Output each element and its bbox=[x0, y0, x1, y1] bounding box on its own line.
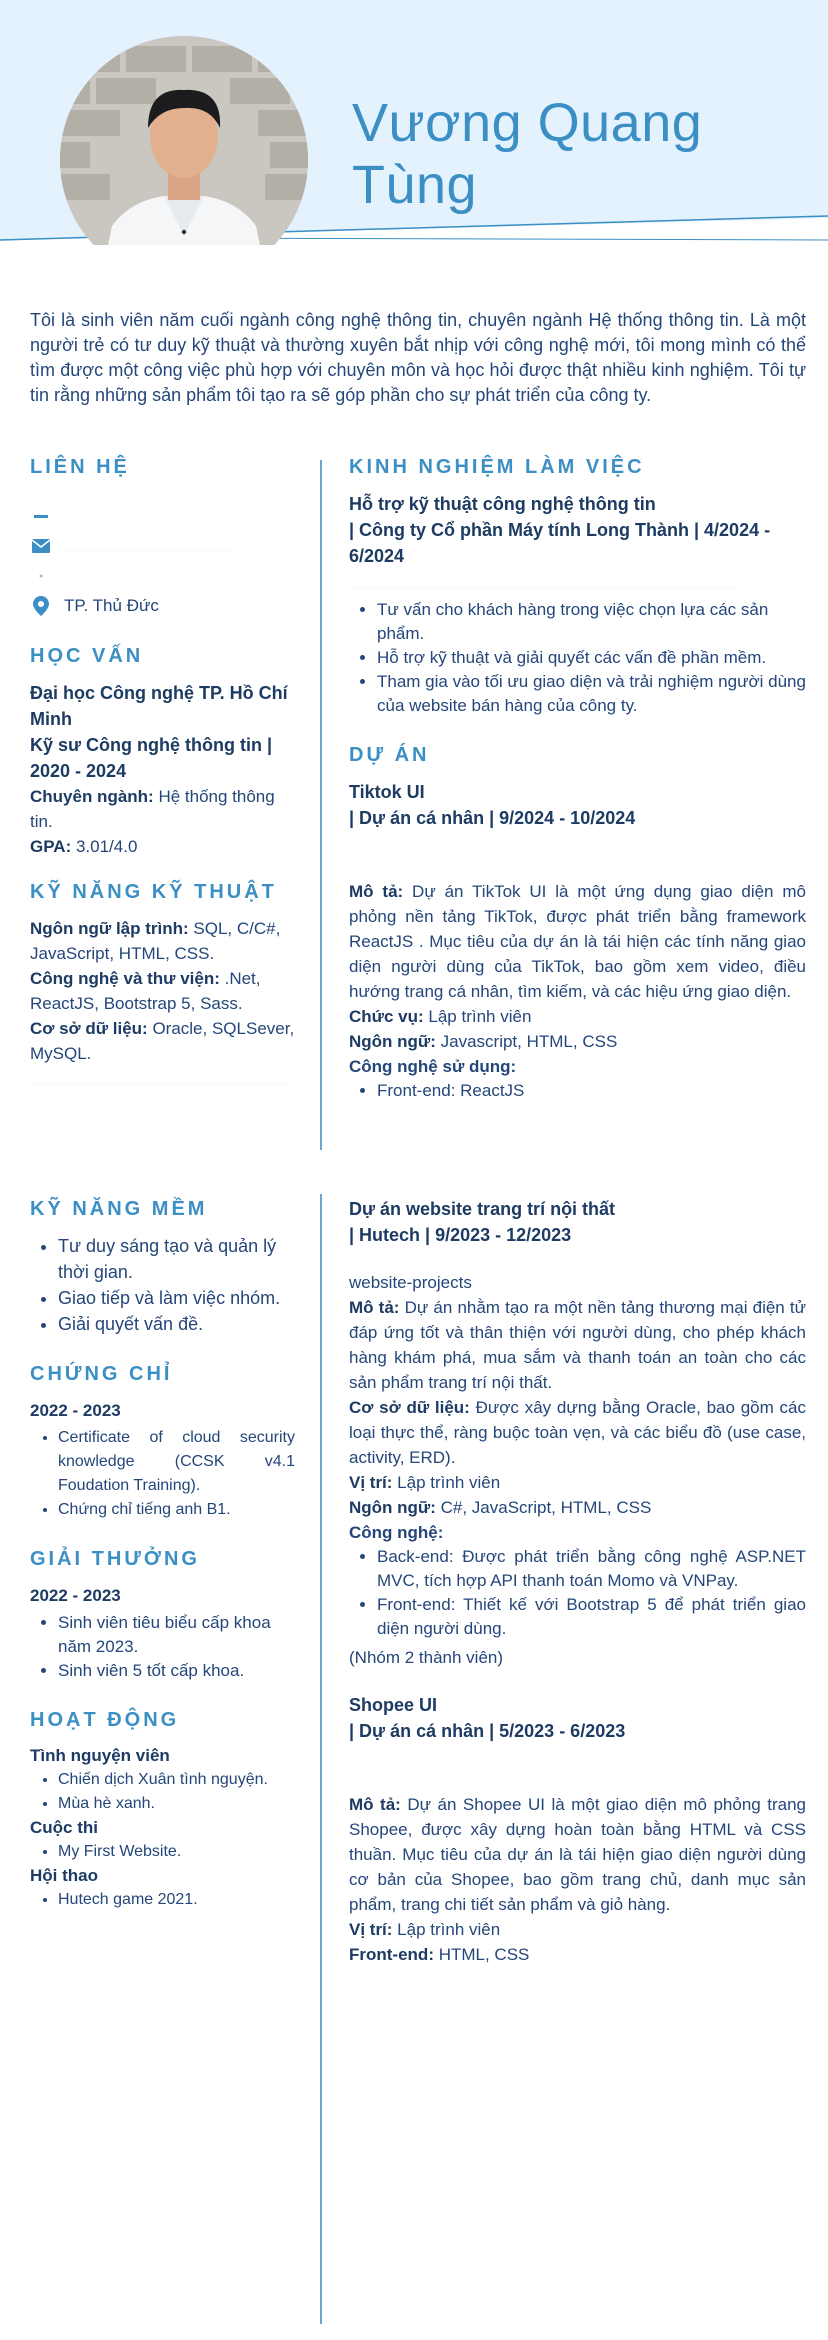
project-team: (Nhóm 2 thành viên) bbox=[349, 1648, 504, 1667]
tech-skill-databases: Cơ sở dữ liệu: Oracle, SQLSever, MySQL. bbox=[30, 1019, 295, 1063]
list-item: • Sinh viên 5 tốt cấp khoa. bbox=[58, 1659, 295, 1683]
tech-skills-title: KỸ NĂNG KỸ THUẬT bbox=[30, 881, 277, 903]
awards-year: 2022 - 2023 bbox=[30, 1586, 121, 1605]
soft-skills-title: KỸ NĂNG MỀM bbox=[30, 1198, 208, 1220]
project-tech-list bbox=[349, 1079, 806, 1103]
certificates-year: 2022 - 2023 bbox=[30, 1401, 121, 1420]
mail-icon bbox=[30, 535, 52, 557]
list-item: • Mùa hè xanh. bbox=[58, 1792, 295, 1816]
contact-phone bbox=[30, 501, 295, 531]
project-name: Dự án website trang trí nội thất bbox=[349, 1199, 616, 1219]
list-item: • Back-end: Được phát triển bằng công nghệ ASP.NET MVC, tích hợp API thanh toán Momo và VNPay. bbox=[377, 1545, 806, 1593]
list-item: • Hutech game 2021. bbox=[58, 1888, 295, 1912]
tech-skill-frameworks: Công nghệ và thư viện: .Net, ReactJS, Bootstrap 5, Sass. bbox=[30, 969, 261, 1013]
project-description: Mô tả: Dự án nhằm tạo ra một nền tảng thương mại điện tử đáp ứng tốt và thân thiện với người dùng, cho phép khách hàng khám phá, mua sắm và thanh toán an toàn cho các sản phẩm trang trí nội thất. bbox=[349, 1298, 807, 1392]
activity-list bbox=[30, 1840, 295, 1864]
job-company: | Công ty Cổ phần Máy tính Long Thành | 4/2024 - 6/2024 bbox=[349, 520, 771, 566]
list-item: • Sinh viên tiêu biểu cấp khoa năm 2023. bbox=[58, 1611, 295, 1659]
education-title: HỌC VẤN bbox=[30, 645, 144, 667]
list-item: • Tư vấn cho khách hàng trong việc chọn lựa các sản phẩm. bbox=[377, 598, 806, 646]
spacer bbox=[349, 1248, 806, 1270]
activity-list bbox=[30, 1768, 295, 1816]
project-meta: | Hutech | 9/2023 - 12/2023 bbox=[349, 1225, 572, 1245]
list-item: • Chứng chỉ tiếng anh B1. bbox=[58, 1498, 295, 1522]
list-item: • Hỗ trợ kỹ thuật và giải quyết các vấn đề phần mềm. bbox=[377, 646, 806, 670]
right-column-bottom bbox=[349, 1196, 806, 1967]
list-item: • Giải quyết vấn đề. bbox=[58, 1311, 295, 1337]
projects-title: DỰ ÁN bbox=[349, 744, 430, 766]
tech-skill-languages: Ngôn ngữ lập trình: SQL, C/C#, JavaScript, HTML, CSS. bbox=[30, 919, 281, 963]
activity-group-title: Hội thao bbox=[30, 1866, 98, 1885]
faint-divider bbox=[349, 573, 739, 588]
project-frontend: Front-end: HTML, CSS bbox=[349, 1945, 530, 1964]
list-item: • Front-end: Thiết kế với Bootstrap 5 để phát triển giao diện người dùng. bbox=[377, 1593, 806, 1641]
link-icon bbox=[30, 565, 52, 587]
project-language: Ngôn ngữ: Javascript, HTML, CSS bbox=[349, 1032, 618, 1051]
activity-list bbox=[30, 1888, 295, 1912]
spacer bbox=[349, 1670, 806, 1692]
job-title: Hỗ trợ kỹ thuật công nghệ thông tin bbox=[349, 494, 656, 514]
list-item: • Front-end: ReactJS bbox=[377, 1079, 806, 1103]
experience-list bbox=[349, 598, 806, 718]
phone-icon bbox=[30, 505, 52, 527]
project-name: Shopee UI bbox=[349, 1695, 438, 1715]
project-database: Cơ sở dữ liệu: Được xây dựng bằng Oracle, bao gồm các loại thực thể, ràng buộc toàn vẹn, và các biểu đồ (use case, activity, ERD). bbox=[349, 1398, 807, 1467]
project-role: Vị trí: Lập trình viên bbox=[349, 1473, 501, 1492]
project-description: Mô tả: Dự án TikTok UI là một ứng dụng giao diện mô phỏng nền tảng TikTok, được phát triển bằng framework ReactJS . Mục tiêu của dự án là tái hiện các tính năng giao diện người dùng của TikTok, bao gồm xem video, điều hướng trang cá nhân, tìm kiếm, và các hiệu ứng giao diện. bbox=[349, 882, 806, 1001]
project-meta: | Dự án cá nhân | 5/2023 - 6/2023 bbox=[349, 1721, 626, 1741]
degree: Kỹ sư Công nghệ thông tin | 2020 - 2024 bbox=[30, 735, 273, 781]
list-item: • My First Website. bbox=[58, 1840, 295, 1864]
candidate-name: Vương Quang Tùng bbox=[352, 93, 703, 215]
activity-group-title: Tình nguyện viên bbox=[30, 1746, 170, 1765]
certificates-list bbox=[30, 1426, 295, 1522]
spacer bbox=[349, 1744, 806, 1792]
project-tech-list bbox=[349, 1545, 806, 1641]
gpa: GPA: 3.01/4.0 bbox=[30, 837, 138, 856]
experience-title: KINH NGHIỆM LÀM VIỆC bbox=[349, 456, 645, 478]
location-text: TP. Thủ Đức bbox=[64, 596, 159, 615]
project-language: Ngôn ngữ: C#, JavaScript, HTML, CSS bbox=[349, 1498, 652, 1517]
faint-divider bbox=[30, 1070, 290, 1085]
project-tech-label: Công nghệ: bbox=[349, 1523, 444, 1542]
certificates-title: CHỨNG CHỈ bbox=[30, 1363, 173, 1385]
list-item: • Tư duy sáng tạo và quản lý thời gian. bbox=[58, 1233, 295, 1285]
left-column-top bbox=[30, 456, 295, 1095]
summary-paragraph: Tôi là sinh viên năm cuối ngành công nghệ thông tin, chuyên ngành Hệ thống thông tin. Là một người trẻ có tư duy kỹ thuật và thường xuyên bắt nhịp với công nghệ mới, tôi mong mình có thể tìm được một công việc phù hợp với chuyên môn và học hỏi được thật nhiều kinh nghiệm. Tôi tự tin rằng những sản phẩm tôi tạo ra sẽ góp phần cho sự phát triển của công ty. bbox=[30, 310, 806, 405]
awards-title: GIẢI THƯỞNG bbox=[30, 1548, 200, 1570]
right-column-top bbox=[349, 456, 806, 1107]
header-banner bbox=[0, 0, 828, 245]
soft-skills-list bbox=[30, 1233, 295, 1337]
activity-group-title: Cuộc thi bbox=[30, 1818, 98, 1837]
list-item: • Certificate of cloud security knowledge (CCSK v4.1 Foudation Training). bbox=[58, 1426, 295, 1498]
project-meta: | Dự án cá nhân | 9/2024 - 10/2024 bbox=[349, 808, 636, 828]
activities-title: HOẠT ĐỘNG bbox=[30, 1709, 180, 1731]
spacer bbox=[349, 831, 806, 879]
column-divider-top bbox=[320, 460, 322, 1150]
school-name: Đại học Công nghệ TP. Hồ Chí Minh bbox=[30, 683, 288, 729]
awards-list bbox=[30, 1611, 295, 1683]
list-item: • Giao tiếp và làm việc nhóm. bbox=[58, 1285, 295, 1311]
avatar bbox=[60, 36, 308, 245]
contact-list bbox=[30, 501, 295, 621]
location-pin-icon bbox=[30, 595, 52, 617]
left-column-bottom bbox=[30, 1198, 295, 1912]
contact-link[interactable] bbox=[30, 561, 295, 591]
project-tech-label: Công nghệ sử dụng: bbox=[349, 1057, 517, 1076]
profile-photo bbox=[60, 36, 308, 245]
contact-email[interactable] bbox=[30, 531, 295, 561]
major: Chuyên ngành: Hệ thống thông tin. bbox=[30, 787, 275, 831]
list-item: • Chiến dịch Xuân tình nguyện. bbox=[58, 1768, 295, 1792]
email-placeholder bbox=[64, 536, 234, 551]
list-item: • Tham gia vào tối ưu giao diện và trải nghiệm người dùng của website bán hàng của công ty. bbox=[377, 670, 806, 718]
project-name: Tiktok UI bbox=[349, 782, 425, 802]
project-role: Vị trí: Lập trình viên bbox=[349, 1920, 501, 1939]
column-divider-bottom bbox=[320, 1194, 322, 2324]
project-link[interactable]: website-projects bbox=[349, 1273, 472, 1292]
project-role: Chức vụ: Lập trình viên bbox=[349, 1007, 532, 1026]
project-description: Mô tả: Dự án Shopee UI là một giao diện mô phỏng trang Shopee, được xây dựng hoàn toàn bằng HTML và CSS thuần. Mục tiêu của dự án là tái hiện giao diện người dùng cơ bản của Shopee, bao gồm trang chủ, danh mục sản phẩm, trang chi tiết sản phẩm và giỏ hàng. bbox=[349, 1795, 806, 1914]
contact-location bbox=[30, 591, 295, 621]
contact-title: LIÊN HỆ bbox=[30, 456, 130, 478]
